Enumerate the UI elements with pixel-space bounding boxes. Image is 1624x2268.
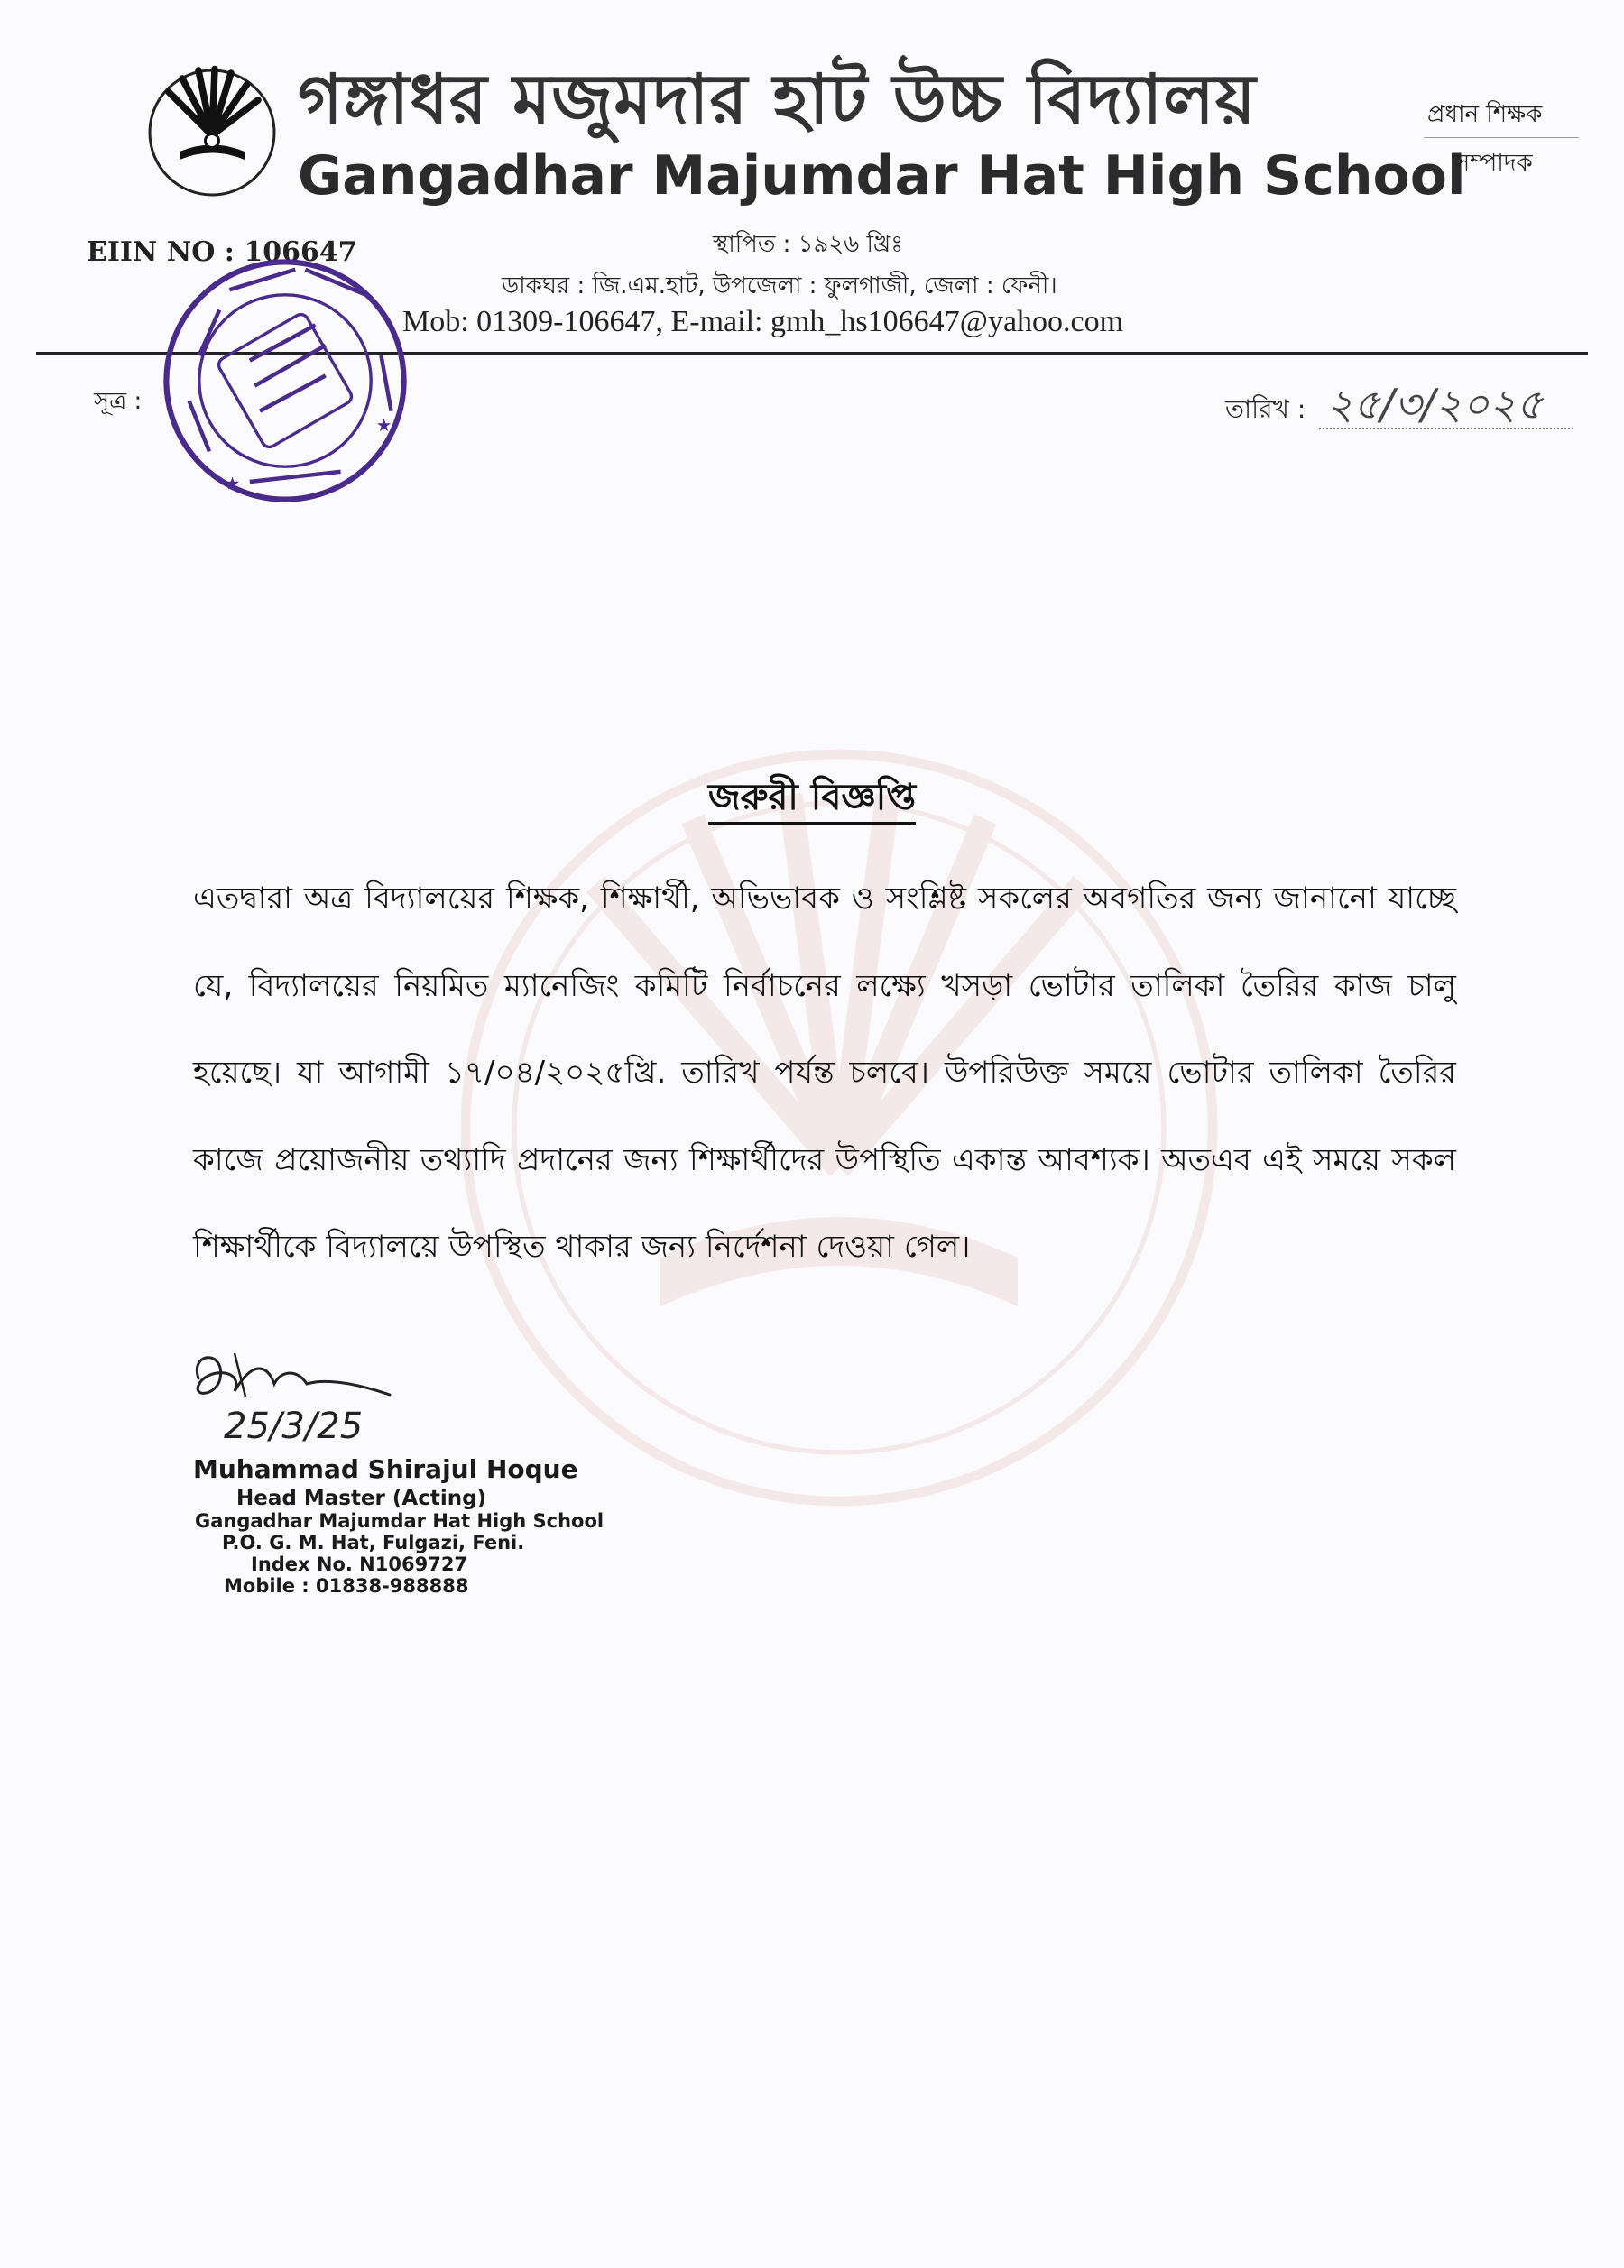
svg-text:★: ★ [375,415,392,436]
signature-date: 25/3/25 [224,1406,364,1447]
school-logo [144,56,280,209]
notice-body: এতদ্বারা অত্র বিদ্যালয়ের শিক্ষক, শিক্ষার্থী, অভিভাবক ও সংশ্লিষ্ট সকলের অবগতির জন্য জানানো যাচ্ছে যে, বিদ্যালয়ের নিয়মিত ম্যানেজিং কমিটি নির্বাচনের লক্ষ্যে খসড়া ভোটার তালিকা তৈরির কাজ চালু হয়েছে। যা আগামী ১৭/০৪/২০২৫খ্রি. তারিখ পর্যন্ত চলবে। উপরিউক্ত সময়ে ভোটার তালিকা তৈরির কাজে প্রয়োজনীয় তথ্যাদি প্রদানের জন্য শিক্ষার্থীদের উপস্থিতি একান্ত আবশ্যক। অতএব এই সময়ে সকল শিক্ষার্থীকে বিদ্যালয়ে উপস্থিত থাকার জন্য নির্দেশনা দেওয়া গেল। [193,880,1456,1266]
signatory-address: P.O. G. M. Hat, Fulgazi, Feni. [222,1532,525,1553]
contact-info: Mob: 01309-106647, E-mail: gmh_hs106647@yahoo.com [402,305,1124,338]
side-divider [1424,137,1579,138]
notice-title-text: জরুরী বিজ্ঞপ্তি [708,777,916,825]
reference-label: সূত্র : [94,388,143,415]
side-title-secretary: সম্পাদক [1454,150,1533,177]
signatory-index-number: Index No. N1069727 [251,1553,468,1575]
side-title-headmaster: প্রধান শিক্ষক [1427,101,1543,128]
notice-title [0,769,1624,829]
svg-text:★: ★ [224,473,241,494]
date-dotted-line [1319,428,1573,429]
school-name-english: Gangadhar Majumdar Hat High School [298,144,1466,207]
signatory-school: Gangadhar Majumdar Hat High School [195,1510,604,1532]
established-year: স্থাপিত : ১৯২৬ খ্রিঃ [713,231,904,258]
signatory-mobile: Mobile : 01838-988888 [224,1575,469,1597]
date-value: ২৫/৩/২০২৫ [1326,380,1544,429]
eiin-number: EIIN NO : 106647 [87,236,357,268]
school-name-bengali: গঙ্গাধর মজুমদার হাট উচ্চ বিদ্যালয় [298,59,1257,139]
signatory-designation: Head Master (Acting) [236,1487,487,1510]
date-label: তারিখ : [1225,394,1306,424]
school-address: ডাকঘর : জি.এম.হাট, উপজেলা : ফুলগাজী, জেলা : ফেনী। [502,272,1057,300]
official-stamp [159,254,411,507]
signatory-name: Muhammad Shirajul Hoque [193,1454,578,1484]
